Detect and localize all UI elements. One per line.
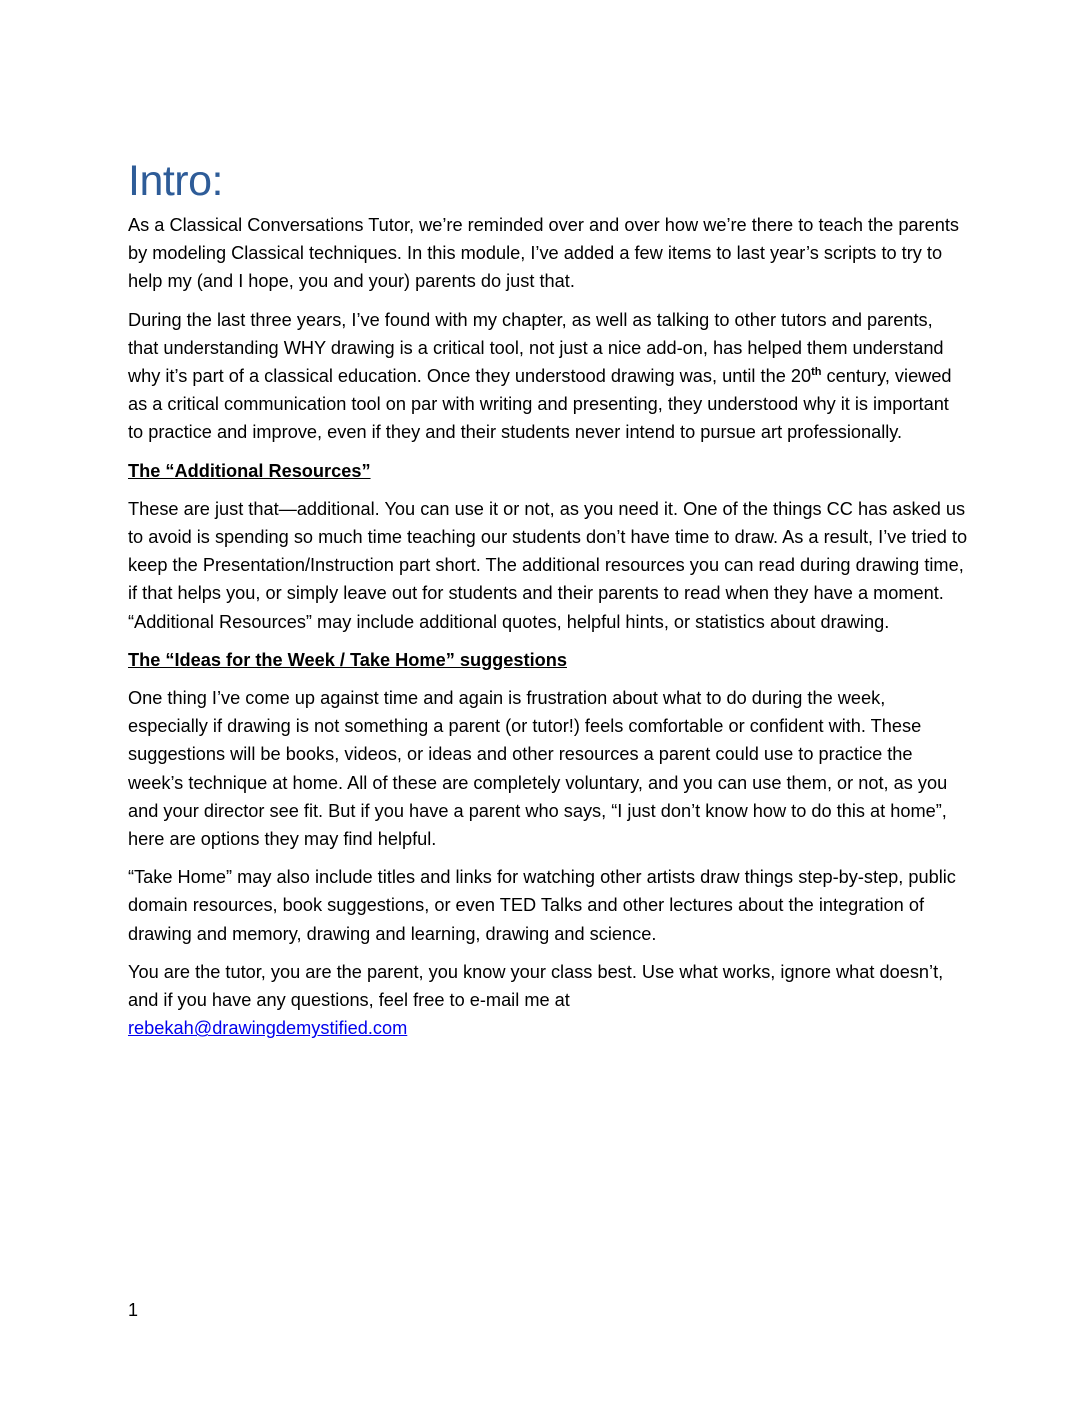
ordinal-superscript: th	[811, 365, 822, 378]
intro-paragraph-2	[128, 306, 968, 447]
page-number: 1	[128, 1300, 139, 1320]
paragraph-2-text-b: century, viewed as a critical communication tool on par with writing and presenting, they understood why it is important to practice and improve, even if they and their students never intend to pursue art professionally.	[128, 366, 952, 443]
ideas-paragraph: One thing I’ve come up against time and again is frustration about what to do during the week, especially if drawing is not something a parent (or tutor!) feels comfortable or confident with. These suggestions will be books, videos, or ideas and other resources a parent could use to practice the week’s technique at home. All of these are completely voluntary, and you can use them, or not, as you and your director see fit. But if you have a parent who says, “I just don’t know how to do this at home”, here are options they may find helpful.	[128, 688, 948, 850]
page-content	[128, 155, 968, 1052]
page-title: Intro:	[128, 157, 223, 205]
closing-text: You are the tutor, you are the parent, you know your class best. Use what works, ignore what doesn’t, and if you have any questions, feel free to e-mail me at	[128, 961, 944, 1011]
heading-additional-resources: The “Additional Resources”	[128, 460, 371, 481]
additional-resources-paragraph: These are just that—additional. You can use it or not, as you need it. One of the things CC has asked us to avoid is spending so much time teaching our students don’t have time to draw. As a result, I’ve tried to keep the Presentation/Instruction part short. The additional resources you can read during drawing time, if that helps you, or simply leave out for students and their parents to read when they have a moment. “Additional Resources” may include additional quotes, helpful hints, or statistics about drawing.	[128, 498, 968, 632]
paragraph-2-text-a: During the last three years, I’ve found with my chapter, as well as talking to other tutors and parents, that understanding WHY drawing is a critical tool, not just a nice add-on, has helped them understand why it’s part of a classical education. Once they understood drawing was, until the 20	[128, 309, 944, 387]
take-home-paragraph: “Take Home” may also include titles and links for watching other artists draw things step-by-step, public domain resources, book suggestions, or even TED Talks and other lectures about the integration of drawing and memory, drawing and learning, drawing and science.	[128, 867, 956, 944]
closing-paragraph	[128, 958, 968, 1043]
email-link[interactable]: rebekah@drawingdemystified.com	[128, 1018, 408, 1039]
intro-paragraph-1: As a Classical Conversations Tutor, we’re reminded over and over how we’re there to teach the parents by modeling Classical techniques. In this module, I’ve added a few items to last year’s scripts to try to help my (and I hope, you and your) parents do just that.	[128, 215, 959, 292]
heading-ideas-take-home: The “Ideas for the Week / Take Home” suggestions	[128, 649, 567, 670]
